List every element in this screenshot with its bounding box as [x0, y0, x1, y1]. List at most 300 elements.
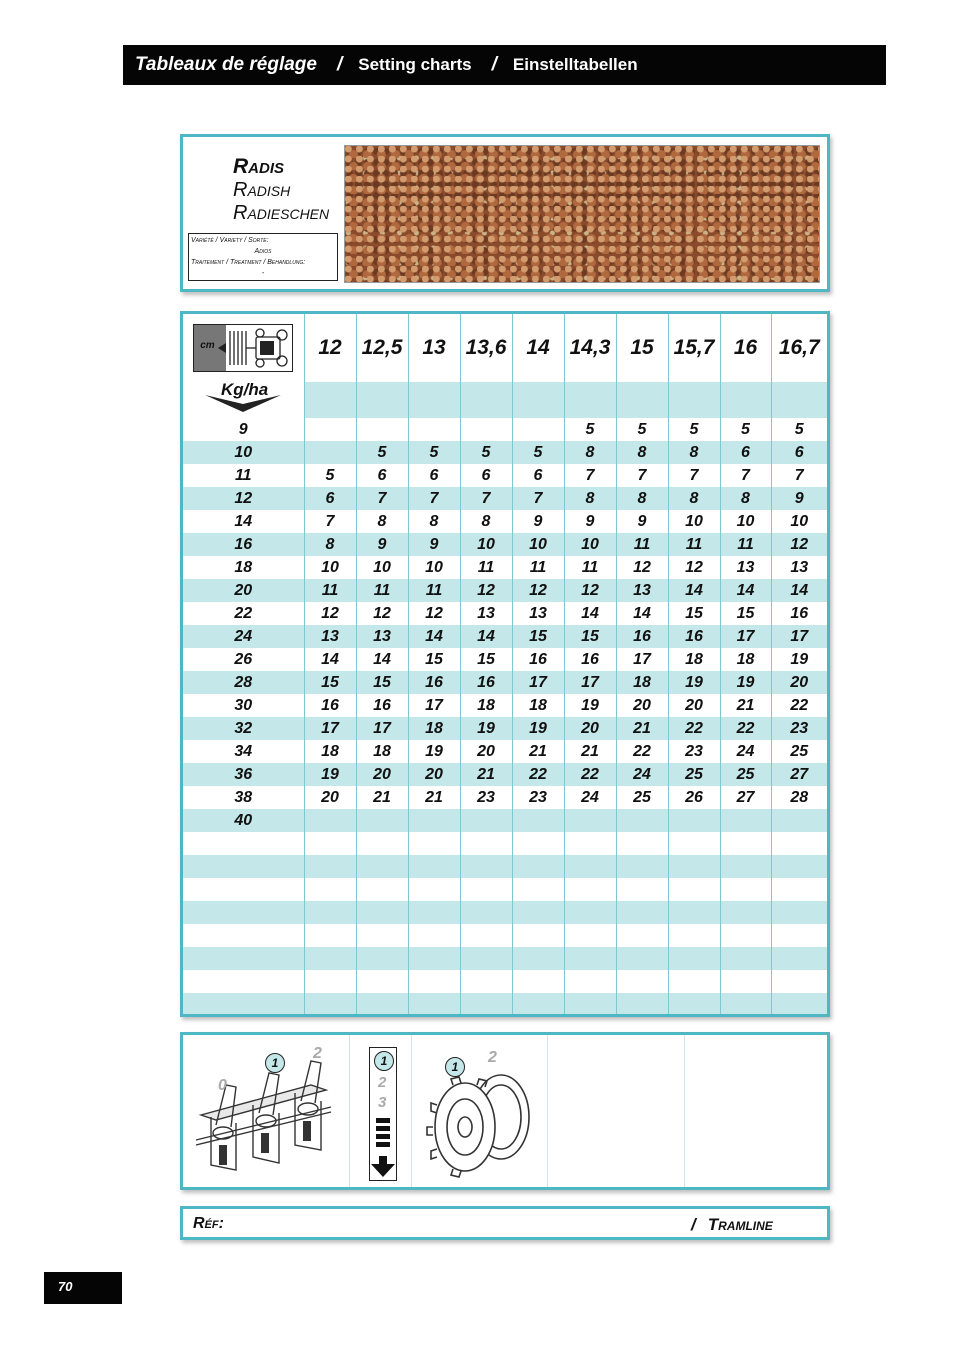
row-label-kgha — [183, 947, 304, 970]
unit-row-cell — [564, 382, 616, 418]
table-row — [183, 487, 827, 510]
table-cell — [720, 993, 771, 1016]
table-cell — [771, 970, 827, 993]
table-cell: 14 — [720, 579, 771, 602]
table-cell: 15 — [512, 625, 564, 648]
wheel-illustration — [423, 1065, 535, 1183]
row-label-kgha: 34 — [234, 742, 253, 760]
table-cell: 23 — [512, 786, 564, 809]
table-cell: 14 — [668, 579, 720, 602]
table-cell — [668, 947, 720, 970]
variety-value: Adios — [254, 248, 272, 255]
table-cell: 16 — [616, 625, 668, 648]
wheel-position-2: 2 — [488, 1049, 497, 1066]
table-cell: 7 — [616, 464, 668, 487]
table-row — [183, 763, 827, 786]
table-header-row — [183, 314, 827, 382]
table-cell: 11 — [616, 533, 668, 556]
unit-row-cell — [356, 382, 408, 418]
table-cell — [512, 832, 564, 855]
table-cell: 16 — [512, 648, 564, 671]
setting-table-panel — [180, 311, 830, 1017]
level-bars — [376, 1118, 390, 1149]
table-cell — [408, 993, 460, 1016]
table-cell — [512, 901, 564, 924]
table-cell — [408, 924, 460, 947]
table-cell: 8 — [720, 487, 771, 510]
table-cell — [720, 809, 771, 832]
table-row — [183, 556, 827, 579]
table-cell: 23 — [668, 740, 720, 763]
table-cell: 20 — [616, 694, 668, 717]
table-cell: 10 — [668, 510, 720, 533]
spacing-icon-cell — [183, 314, 304, 382]
table-cell: 22 — [512, 763, 564, 786]
seed-name-en: Radish — [233, 179, 291, 201]
table-cell: 25 — [720, 763, 771, 786]
table-cell: 11 — [408, 579, 460, 602]
table-cell: 6 — [512, 464, 564, 487]
table-cell: 21 — [564, 740, 616, 763]
table-cell: 14 — [460, 625, 512, 648]
table-cell: 10 — [564, 533, 616, 556]
table-cell — [668, 924, 720, 947]
table-cell: 16 — [408, 671, 460, 694]
table-cell — [668, 993, 720, 1016]
table-cell: 10 — [720, 510, 771, 533]
header-title-fr: Tableaux de réglage — [135, 54, 317, 75]
table-cell: 16 — [304, 694, 356, 717]
table-cell: 8 — [304, 533, 356, 556]
table-cell: 24 — [616, 763, 668, 786]
column-header: 14 — [512, 314, 564, 382]
row-label-kgha: 10 — [183, 441, 304, 464]
table-cell — [668, 901, 720, 924]
table-cell: 8 — [356, 510, 408, 533]
row-label-kgha — [183, 901, 304, 924]
table-cell: 10 — [304, 556, 356, 579]
table-cell — [616, 855, 668, 878]
table-cell: 7 — [356, 487, 408, 510]
table-cell: 9 — [408, 533, 460, 556]
table-cell: 10 — [356, 556, 408, 579]
table-cell: 9 — [616, 510, 668, 533]
column-header: 13 — [408, 314, 460, 382]
table-cell: 19 — [720, 671, 771, 694]
row-label-kgha: 12 — [183, 487, 304, 510]
table-cell: 11 — [356, 579, 408, 602]
row-label-kgha — [183, 855, 304, 878]
table-cell: 10 — [460, 533, 512, 556]
table-cell: 21 — [460, 763, 512, 786]
table-cell — [512, 947, 564, 970]
table-cell — [616, 901, 668, 924]
seed-names — [233, 155, 329, 225]
table-cell — [668, 855, 720, 878]
table-cell — [616, 878, 668, 901]
table-cell: 8 — [616, 441, 668, 464]
table-cell: 11 — [460, 556, 512, 579]
table-row — [183, 671, 827, 694]
table-cell: 13 — [771, 556, 827, 579]
table-row — [183, 418, 827, 441]
table-row — [183, 625, 827, 648]
row-label-kgha: 20 — [183, 579, 304, 602]
table-cell: 13 — [616, 579, 668, 602]
table-row — [183, 648, 827, 671]
table-cell: 11 — [668, 533, 720, 556]
table-cell: 9 — [771, 487, 827, 510]
column-header: 14,3 — [564, 314, 616, 382]
row-label-kgha: 38 — [234, 788, 253, 806]
level-2: 2 — [378, 1074, 387, 1091]
table-cell: 6 — [356, 464, 408, 487]
table-cell: 8 — [408, 510, 460, 533]
treatment-value: - — [261, 270, 265, 277]
table-cell: 18 — [356, 740, 408, 763]
table-cell — [356, 418, 408, 441]
table-cell: 7 — [771, 464, 827, 487]
row-label-kgha: 18 — [234, 558, 253, 576]
table-cell — [720, 947, 771, 970]
table-cell — [771, 947, 827, 970]
seed-name-de: Radieschen — [233, 202, 330, 224]
table-cell: 16 — [460, 671, 512, 694]
table-cell: 7 — [408, 487, 460, 510]
row-label-kgha — [183, 878, 304, 901]
table-cell: 13 — [356, 625, 408, 648]
table-cell: 6 — [304, 487, 356, 510]
table-cell — [512, 878, 564, 901]
column-header: 12 — [304, 314, 356, 382]
table-cell: 22 — [720, 717, 771, 740]
table-cell — [356, 809, 408, 832]
row-label-kgha: 11 — [234, 466, 252, 484]
table-cell: 8 — [460, 510, 512, 533]
table-row — [183, 947, 827, 970]
table-cell: 5 — [356, 441, 408, 464]
row-label-kgha: 28 — [183, 671, 304, 694]
column-header: 15,7 — [668, 314, 720, 382]
table-cell: 20 — [408, 763, 460, 786]
table-cell: 5 — [771, 418, 827, 441]
table-cell: 8 — [564, 487, 616, 510]
table-row — [183, 441, 827, 464]
table-cell — [460, 809, 512, 832]
table-cell: 13 — [460, 602, 512, 625]
column-header: 15 — [616, 314, 668, 382]
table-cell: 17 — [356, 717, 408, 740]
table-cell — [304, 855, 356, 878]
unit-row-cell — [771, 382, 827, 418]
unit-row — [183, 382, 827, 418]
table-cell — [408, 809, 460, 832]
row-label-kgha — [183, 993, 304, 1016]
table-cell — [408, 970, 460, 993]
table-cell: 21 — [616, 717, 668, 740]
table-cell — [460, 901, 512, 924]
table-row — [183, 970, 827, 993]
unit-row-cell — [460, 382, 512, 418]
table-cell: 21 — [512, 740, 564, 763]
table-cell: 12 — [356, 602, 408, 625]
table-cell: 17 — [512, 671, 564, 694]
row-label-kgha — [183, 924, 304, 947]
table-cell — [771, 878, 827, 901]
table-cell — [408, 832, 460, 855]
row-label-kgha: 16 — [183, 533, 304, 556]
coulter-position-0: 0 — [218, 1077, 227, 1094]
table-cell — [408, 947, 460, 970]
table-cell: 27 — [720, 786, 771, 809]
table-row — [183, 809, 827, 832]
table-row — [183, 579, 827, 602]
table-cell: 17 — [771, 625, 827, 648]
table-cell: 14 — [356, 648, 408, 671]
unit-row-cell — [668, 382, 720, 418]
seed-info-box — [188, 233, 338, 281]
table-cell: 5 — [720, 418, 771, 441]
table-row — [183, 602, 827, 625]
table-cell — [356, 993, 408, 1016]
table-cell: 20 — [460, 740, 512, 763]
table-cell: 19 — [512, 717, 564, 740]
table-cell — [720, 855, 771, 878]
header-sep: / — [491, 54, 497, 75]
table-cell — [771, 855, 827, 878]
table-cell: 13 — [304, 625, 356, 648]
table-cell — [408, 855, 460, 878]
table-cell — [356, 924, 408, 947]
table-cell — [512, 809, 564, 832]
table-cell — [720, 970, 771, 993]
header-sep: / — [336, 54, 343, 75]
ref-label: Réf: — [193, 1215, 224, 1232]
unit-row-cell — [720, 382, 771, 418]
table-cell: 7 — [512, 487, 564, 510]
table-cell — [668, 970, 720, 993]
row-label-kgha: 32 — [183, 717, 304, 740]
table-cell — [564, 832, 616, 855]
table-cell: 9 — [512, 510, 564, 533]
table-cell: 5 — [616, 418, 668, 441]
table-cell — [356, 947, 408, 970]
table-cell — [304, 970, 356, 993]
table-cell: 20 — [564, 717, 616, 740]
level-1: 1 — [374, 1051, 394, 1071]
table-cell — [304, 947, 356, 970]
table-cell: 22 — [771, 694, 827, 717]
level-3: 3 — [378, 1094, 387, 1111]
table-cell: 14 — [408, 625, 460, 648]
table-cell: 18 — [720, 648, 771, 671]
table-cell: 9 — [356, 533, 408, 556]
row-label-kgha: 22 — [234, 604, 253, 622]
table-cell: 12 — [460, 579, 512, 602]
table-cell — [668, 809, 720, 832]
unit-row-cell — [616, 382, 668, 418]
row-label-kgha: 30 — [234, 696, 253, 714]
table-cell: 16 — [668, 625, 720, 648]
reference-bar — [180, 1206, 830, 1240]
treatment-label: Traitement / Treatment / Behandlung: — [191, 259, 306, 266]
table-cell: 8 — [616, 487, 668, 510]
row-label-kgha — [183, 970, 304, 993]
table-cell: 20 — [356, 763, 408, 786]
table-cell: 18 — [512, 694, 564, 717]
tramline-label: / Tramline — [691, 1215, 773, 1234]
table-cell: 23 — [460, 786, 512, 809]
table-cell: 21 — [720, 694, 771, 717]
table-cell — [408, 901, 460, 924]
table-row — [183, 901, 827, 924]
variety-label: Variété / Variety / Sorte: — [191, 237, 269, 244]
table-cell: 11 — [512, 556, 564, 579]
table-cell — [616, 832, 668, 855]
unit-row-cell — [512, 382, 564, 418]
table-cell: 14 — [771, 579, 827, 602]
table-cell: 17 — [408, 694, 460, 717]
table-cell: 5 — [512, 441, 564, 464]
table-row — [183, 533, 827, 556]
table-cell: 16 — [564, 648, 616, 671]
table-cell: 14 — [564, 602, 616, 625]
table-cell: 12 — [512, 579, 564, 602]
table-cell — [408, 878, 460, 901]
table-cell: 15 — [304, 671, 356, 694]
table-cell: 17 — [304, 717, 356, 740]
table-cell: 15 — [668, 602, 720, 625]
table-cell — [356, 970, 408, 993]
table-cell — [616, 809, 668, 832]
table-cell — [512, 970, 564, 993]
table-cell: 17 — [616, 648, 668, 671]
table-cell — [460, 878, 512, 901]
table-cell: 9 — [564, 510, 616, 533]
header-title-en: Setting charts — [358, 55, 472, 74]
table-cell: 16 — [356, 694, 408, 717]
table-cell: 25 — [668, 763, 720, 786]
table-cell — [460, 855, 512, 878]
table-cell: 15 — [564, 625, 616, 648]
table-cell — [304, 441, 356, 464]
table-cell: 22 — [564, 763, 616, 786]
table-cell — [720, 878, 771, 901]
table-cell: 18 — [460, 694, 512, 717]
table-cell — [564, 878, 616, 901]
table-row — [183, 717, 827, 740]
row-label-kgha: 14 — [234, 512, 253, 530]
table-cell: 19 — [460, 717, 512, 740]
table-cell — [512, 855, 564, 878]
table-cell: 19 — [564, 694, 616, 717]
table-cell — [460, 993, 512, 1016]
table-cell — [304, 878, 356, 901]
table-cell — [564, 970, 616, 993]
table-cell — [356, 901, 408, 924]
table-cell: 7 — [720, 464, 771, 487]
table-cell: 14 — [616, 602, 668, 625]
table-cell — [771, 832, 827, 855]
table-cell — [304, 924, 356, 947]
table-cell — [720, 924, 771, 947]
table-cell — [720, 901, 771, 924]
table-cell: 7 — [460, 487, 512, 510]
row-label-kgha: 24 — [183, 625, 304, 648]
table-cell — [668, 878, 720, 901]
table-cell: 23 — [771, 717, 827, 740]
table-cell — [460, 832, 512, 855]
table-cell: 17 — [564, 671, 616, 694]
table-cell: 11 — [564, 556, 616, 579]
table-cell: 5 — [304, 464, 356, 487]
table-cell — [564, 924, 616, 947]
level-indicator — [369, 1047, 397, 1181]
unit-row-cell — [408, 382, 460, 418]
row-label-kgha: 40 — [183, 809, 304, 832]
table-row — [183, 786, 827, 809]
table-cell: 7 — [564, 464, 616, 487]
table-cell: 25 — [616, 786, 668, 809]
table-cell — [771, 901, 827, 924]
column-header: 12,5 — [356, 314, 408, 382]
table-cell: 7 — [668, 464, 720, 487]
table-cell: 8 — [564, 441, 616, 464]
table-cell — [616, 993, 668, 1016]
table-cell — [616, 970, 668, 993]
table-cell: 12 — [668, 556, 720, 579]
table-row — [183, 694, 827, 717]
table-cell: 5 — [668, 418, 720, 441]
header-title-de: Einstelltabellen — [512, 55, 638, 74]
table-cell — [304, 901, 356, 924]
table-cell: 8 — [668, 487, 720, 510]
table-cell: 6 — [408, 464, 460, 487]
table-cell — [304, 418, 356, 441]
table-cell — [771, 993, 827, 1016]
table-cell — [356, 855, 408, 878]
table-cell — [771, 809, 827, 832]
table-cell — [304, 809, 356, 832]
table-cell: 18 — [668, 648, 720, 671]
table-cell — [564, 901, 616, 924]
table-cell: 6 — [771, 441, 827, 464]
table-cell: 6 — [460, 464, 512, 487]
tools-panel — [180, 1032, 830, 1190]
row-label-kgha: 26 — [234, 650, 253, 668]
table-cell: 15 — [356, 671, 408, 694]
table-cell: 21 — [356, 786, 408, 809]
table-cell: 12 — [564, 579, 616, 602]
table-cell — [460, 924, 512, 947]
table-cell — [304, 993, 356, 1016]
table-cell: 19 — [771, 648, 827, 671]
table-cell — [512, 924, 564, 947]
table-cell: 24 — [564, 786, 616, 809]
table-cell: 5 — [460, 441, 512, 464]
table-row — [183, 878, 827, 901]
table-cell: 20 — [304, 786, 356, 809]
table-cell: 19 — [304, 763, 356, 786]
table-cell — [564, 947, 616, 970]
table-cell: 13 — [512, 602, 564, 625]
table-row — [183, 993, 827, 1016]
table-cell — [460, 970, 512, 993]
seed-photo — [344, 145, 820, 283]
table-cell — [564, 809, 616, 832]
coulter-position-1: 1 — [265, 1053, 285, 1073]
table-cell — [668, 832, 720, 855]
